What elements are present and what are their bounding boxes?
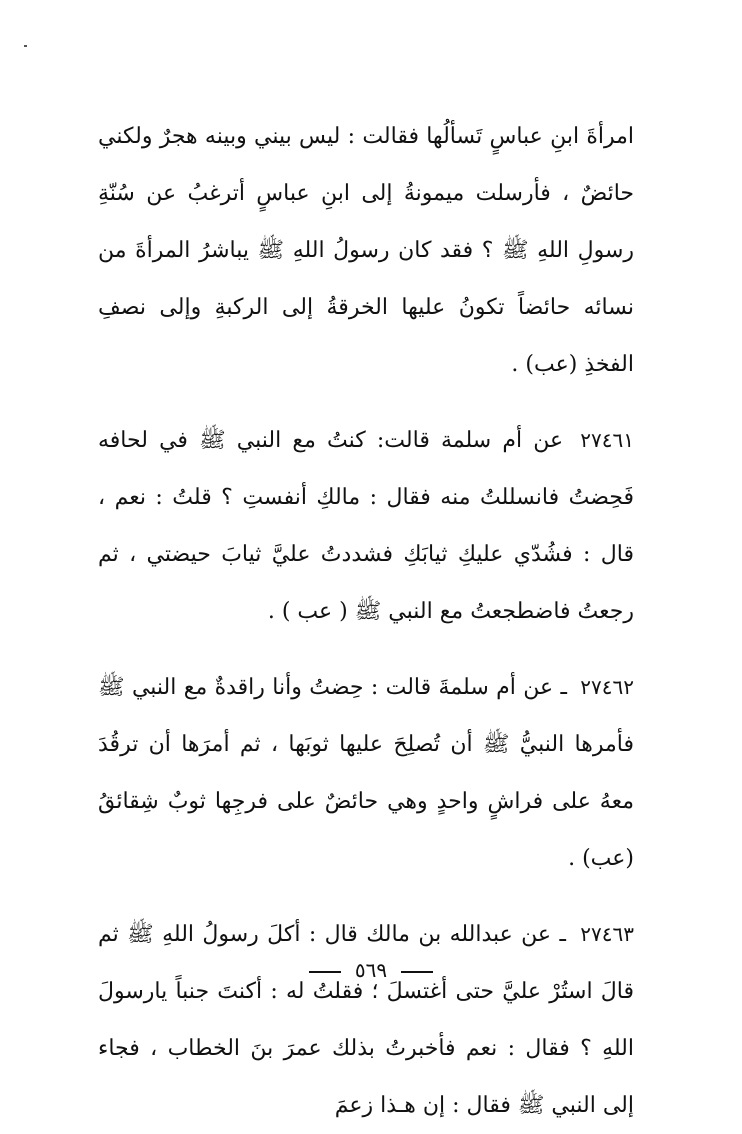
paragraph-text: ـ عن أم سلمةَ قالت : حِضتُ وأنا راقدةٌ مع النبي ﷺ فأمرها النبيُّ ﷺ أن تُصلِحَ عليها ثوبَها ، ثم أمرَها أن ترقُدَ معهُ على فراشٍ واحدٍ وهي حائضٌ على فرجِها ثوبٌ شِقائقُ (عب) .: [98, 675, 634, 871]
page-number: ٥٦٩: [354, 958, 388, 982]
paragraph-text: ـ عن عبدالله بن مالك قال : أكلَ رسولُ اللهِ ﷺ ثم قالَ استُرْ عليَّ حتى أغتسلَ ؛ فقلتُ له : أكنتَ جنباً يارسولَ اللهِ ؟ فقال : نعم فأخبرتُ بذلك عمرَ بنَ الخطاب ، فجاء إلى النبي ﷺ فقال : إن هـذا زعمَ: [98, 922, 634, 1118]
footer-dash-left: [309, 971, 341, 973]
hadith-number: ٢٧٤٦١: [580, 428, 634, 452]
footer-dash-right: [401, 971, 433, 973]
page-footer: [0, 958, 742, 982]
hadith-27461: [98, 412, 634, 640]
hadith-27463: [98, 906, 634, 1134]
hadith-number: ٢٧٤٦٣: [580, 922, 634, 946]
hadith-number: ٢٧٤٦٢: [580, 675, 634, 699]
paragraph-text: امرأةَ ابنِ عباسٍ تَسألُها فقالت : ليس بيني وبينه هجرٌ ولكني حائضٌ ، فأرسلت ميمونةُ إلى ابنِ عباسٍ أترغبُ عن سُنّةِ رسولِ اللهِ ﷺ ؟ فقد كان رسولُ اللهِ ﷺ يباشرُ المرأةَ من نسائه حائضاً تكونُ عليها الخرقةُ إلى الركبةِ وإلى نصفِ الفخذِ (عب) .: [98, 124, 634, 377]
paragraph-text: عن أم سلمة قالت: كنتُ مع النبي ﷺ في لحافه فَحِضتُ فانسللتُ منه فقال : مالكِ أنفستِ ؟ قلتُ : نعم ، قال : فشُدّي عليكِ ثيابَكِ فشددتُ عليَّ ثيابَ حيضتي ، ثم رجعتُ فاضطجعتُ مع النبي ﷺ ( عب ) .: [98, 428, 634, 624]
scan-speck: [24, 45, 27, 47]
paragraph-continuation: [98, 108, 634, 393]
hadith-27462: [98, 659, 634, 887]
